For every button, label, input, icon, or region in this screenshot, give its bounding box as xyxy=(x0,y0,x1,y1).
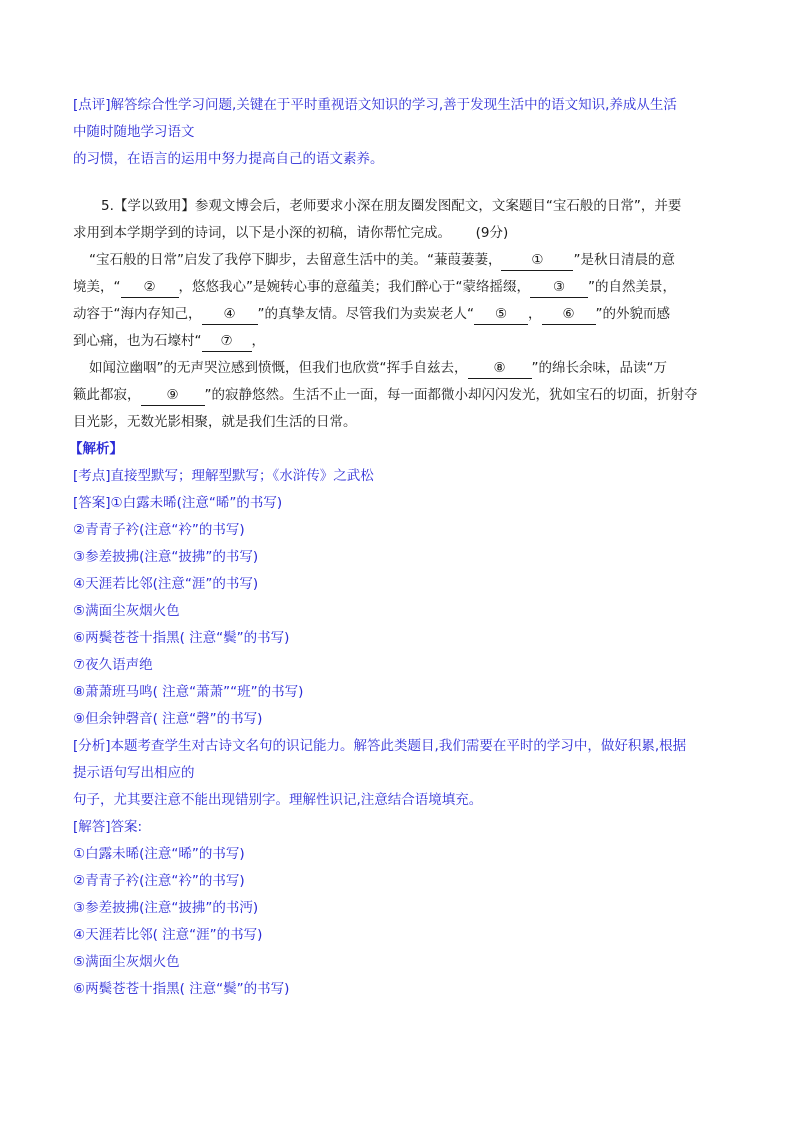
review-block xyxy=(73,92,718,173)
passage-line-3 xyxy=(73,301,718,328)
answer-item: ③参差披拂(注意“披拂”的书写) xyxy=(73,549,259,565)
blank-7-label: ⑦ xyxy=(220,333,233,349)
blank-6-label: ⑥ xyxy=(562,306,575,322)
passage-text: ”的寂静悠然。生活不止一面，每一面都微小却闪闪发光，犹如宝石的切面，折射夺 xyxy=(204,387,698,403)
blank-6[interactable] xyxy=(542,304,596,325)
question-score: (9分) xyxy=(475,225,509,241)
blank-3[interactable] xyxy=(530,277,588,298)
answer-item: ⑦夜久语声绝 xyxy=(73,657,153,673)
passage-text: 如闻泣幽咽”的无声哭泣感到愤慨，但我们也欣赏“挥手自兹去， xyxy=(89,360,468,376)
fenxi-line-3: 句子，尤其要注意不能出现错别字。理解性识记,注意结合语境填充。 xyxy=(73,792,483,808)
blank-5[interactable] xyxy=(474,304,528,325)
question-intro-continued: 求用到本学期学到的诗词，以下是小深的初稿，请你帮忙完成。 xyxy=(73,225,451,241)
answer-item: ②青青子衿(注意“衿”的书写) xyxy=(73,873,245,889)
answer-item: ⑨但余钟磬音( 注意“磬”的书写) xyxy=(73,711,263,727)
question-block xyxy=(73,193,718,436)
analysis-block xyxy=(69,436,718,1003)
passage-text: ， xyxy=(528,306,542,322)
answer-item: ⑥两鬓苍苍十指黑( 注意“鬓”的书写) xyxy=(73,981,290,997)
review-line-1: [点评]解答综合性学习问题,关键在于平时重视语文知识的学习,善于发现生活中的语文知识,养成从生活 xyxy=(73,97,677,113)
passage-text: 境美，“ xyxy=(73,279,121,295)
blank-3-label: ③ xyxy=(552,279,566,295)
question-line-2 xyxy=(73,220,718,247)
answer-item: ⑤满面尘灰烟火色 xyxy=(73,954,180,970)
analysis-heading: 【解析】 xyxy=(69,441,123,457)
passage-text: ， xyxy=(251,333,265,349)
passage-text: ”的自然美景， xyxy=(588,279,676,295)
blank-2-label: ② xyxy=(143,279,156,295)
blank-5-label: ⑤ xyxy=(494,306,508,322)
blank-1[interactable] xyxy=(501,250,573,271)
passage-line-2 xyxy=(73,274,718,301)
answer-item: ③参差披拂(注意“披拂”的书沔) xyxy=(73,900,259,916)
answer-item: ⑤满面尘灰烟火色 xyxy=(73,603,180,619)
answer-item: [答案]①白露未晞(注意“晞”的书写) xyxy=(73,495,283,511)
review-line-2: 中随时随地学习语文 xyxy=(73,124,195,140)
question-line-1 xyxy=(73,193,718,220)
blank-8[interactable] xyxy=(468,358,532,379)
passage-text: 籁此都寂， xyxy=(73,387,141,403)
review-line-3: 的习惯，在语言的运用中努力提高自己的语文素养。 xyxy=(73,151,384,167)
passage-text: ”是秋日清晨的意 xyxy=(573,252,675,268)
passage-line-5 xyxy=(73,355,718,382)
passage-text: ”的绵长余味，品读“万 xyxy=(531,360,667,376)
passage-text: 目光影，无数光影相聚，就是我们生活的日常。 xyxy=(73,414,357,430)
question-intro: 5.【学以致用】参观文博会后，老师要求小深在朋友圈发图配文，文案题目“宝石般的日常”，并要 xyxy=(101,198,682,214)
answer-item: ④天涯若比邻( 注意“涯”的书写) xyxy=(73,927,263,943)
answer-item: ④天涯若比邻(注意“涯”的书写) xyxy=(73,576,259,592)
blank-7[interactable] xyxy=(202,331,252,352)
blank-9-label: ⑨ xyxy=(166,387,179,403)
answer-item: ①白露未晞(注意“晞”的书写) xyxy=(73,846,245,862)
passage-line-1 xyxy=(73,247,718,274)
answer-item: ⑥两鬓苍苍十指黑( 注意“鬓”的书写) xyxy=(73,630,290,646)
kaodian-line: [考点]直接型默写；理解型默写；《水浒传》之武松 xyxy=(73,468,374,484)
passage-text: ，悠悠我心”是婉转心事的意蕴美；我们醉心于“蒙络摇缀， xyxy=(178,279,530,295)
blank-9[interactable] xyxy=(141,385,205,406)
blank-4-label: ④ xyxy=(223,306,236,322)
jieda-line: [解答]答案: xyxy=(73,819,143,835)
answer-item: ②青青子衿(注意“衿”的书写) xyxy=(73,522,245,538)
blank-2[interactable] xyxy=(121,277,179,298)
passage-text: ”的真挚友情。尽管我们为卖炭老人“ xyxy=(257,306,474,322)
passage-text: 到心痛，也为石壕村“ xyxy=(73,333,202,349)
passage-line-4 xyxy=(73,328,718,355)
passage-text: “宝石般的日常”启发了我停下脚步，去留意生活中的美。“蒹葭萋萋， xyxy=(89,252,502,268)
blank-8-label: ⑧ xyxy=(493,360,506,376)
blank-1-label: ① xyxy=(531,252,544,268)
passage-text: ”的外貌而感 xyxy=(595,306,670,322)
blank-4[interactable] xyxy=(202,304,258,325)
fenxi-line-2: 提示语句写出相应的 xyxy=(73,765,195,781)
answer-item: ⑧萧萧班马鸣( 注意“萧萧”“班”的书写) xyxy=(73,684,304,700)
passage-text: 动容于“海内存知己， xyxy=(73,306,202,322)
passage-line-6 xyxy=(73,382,718,409)
fenxi-line-1: [分析]本题考查学生对古诗文名句的识记能力。解答此类题目,我们需要在平时的学习中，做好积累,根据 xyxy=(73,738,687,754)
passage-line-7 xyxy=(73,409,718,436)
